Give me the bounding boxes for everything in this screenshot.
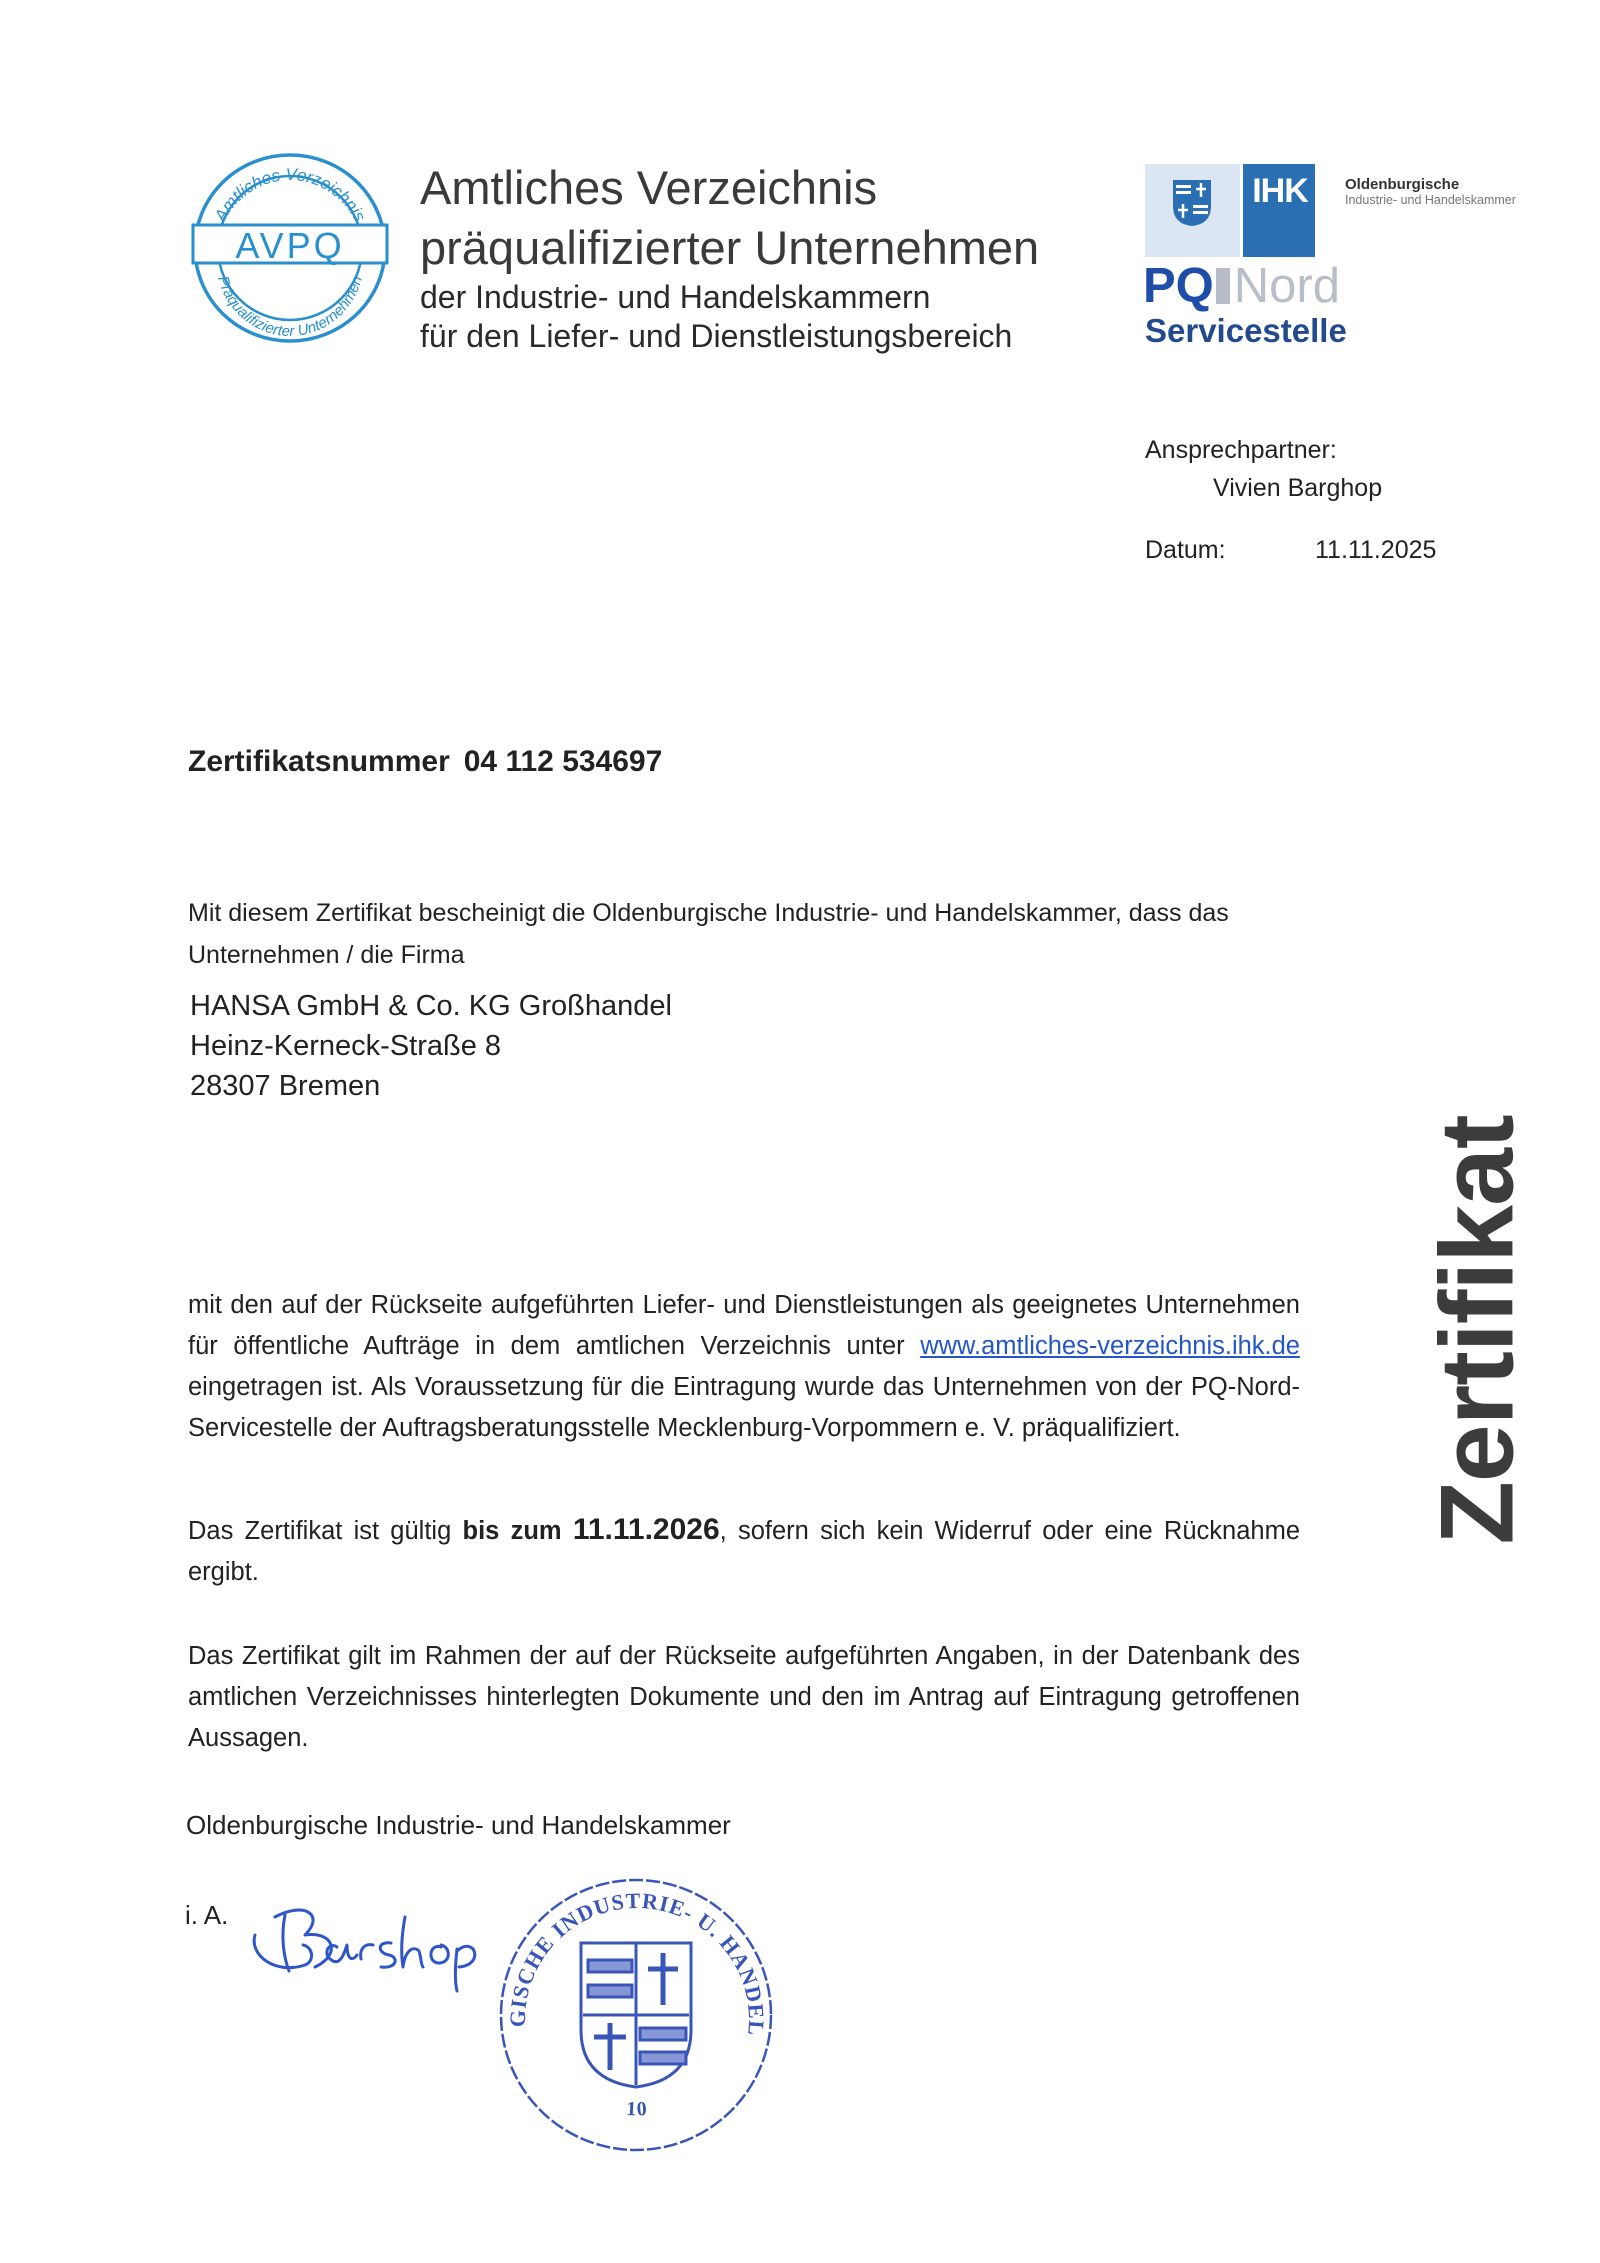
pq-nord-logo (1143, 258, 1340, 314)
avpq-seal-icon (190, 148, 390, 348)
on-behalf-label: i. A. (185, 1900, 229, 1930)
date-value: 11.11.2025 (1315, 536, 1437, 564)
company-street: Heinz-Kerneck-Straße 8 (190, 1030, 502, 1062)
avpq-bottom-arc-text: Präqualifizierter Unternehmen (214, 274, 366, 341)
avpq-center-text: AVPQ (235, 225, 345, 266)
issuer-name: Oldenburgische Industrie- und Handelskammer (186, 1810, 731, 1840)
header-title-line2: präqualifizierter Unternehmen (420, 221, 1040, 274)
svg-text:Präqualifizierter Unternehmen (214, 274, 366, 340)
validity-text-end: , sofern sich kein Widerruf oder eine Rücknahme ergibt. (188, 1517, 1301, 1586)
intro-text: Mit diesem Zertifikat bescheinigt die Oldenburgische Industrie- und Handelskammer, dass das Unternehmen / die Firma (188, 899, 1229, 969)
pq-nord-nord: Nord (1233, 259, 1341, 313)
certificate-number (188, 745, 662, 779)
paragraph-validity (188, 1509, 1300, 1593)
vertical-certificate-title-text: Zertifikat (1419, 1115, 1536, 1545)
ihk-org-line1: Oldenburgische (1345, 176, 1460, 193)
validity-bold-prefix: bis zum (462, 1517, 573, 1545)
vertical-certificate-title (1418, 1035, 1538, 1625)
ihk-organization-name (1345, 176, 1516, 208)
signature-icon (245, 1895, 485, 1995)
oldenburg-seal-icon (486, 1865, 786, 2165)
date-label: Datum: (1145, 536, 1226, 564)
validity-text-start: Das Zertifikat ist gültig (188, 1517, 463, 1545)
contact-name: Vivien Barghop (1213, 474, 1383, 502)
certificate-number-label: Zertifikatsnummer (188, 745, 450, 778)
pq-nord-divider (1216, 268, 1230, 304)
directory-link[interactable]: www.amtliches-verzeichnis.ihk.de (920, 1332, 1300, 1360)
seal-number: 10 (625, 2097, 649, 2121)
contact-label: Ansprechpartner: (1145, 436, 1337, 464)
paragraph-scope: Das Zertifikat gilt im Rahmen der auf der Rückseite aufgeführten Angaben, in der Datenbank des amtlichen Verzeichnisses hinterlegten Dokumente und den im Antrag auf Eintragung getroffenen Aussagen. (188, 1642, 1300, 1752)
header-title (420, 158, 1039, 356)
validity-deadline (462, 1513, 720, 1546)
avpq-logo (190, 148, 390, 348)
ihk-logo (1145, 164, 1315, 257)
paragraph-registration-end: eingetragen ist. Als Voraussetzung für die Eintragung wurde das Unternehmen von der PQ-Nord-Servicestelle der Auftragsberatungsstelle Mecklenburg-Vorpommern e. V. präqualifiziert. (188, 1373, 1300, 1442)
svg-text:10 (626, 2098, 649, 2121)
paragraph-registration-start: mit den auf der Rückseite aufgeführten Liefer- und Dienstleistungen als geeignetes Unternehmen für öffentliche Aufträge in dem amtlichen Verzeichnis unter (188, 1291, 1300, 1360)
ihk-org-line2: Industrie- und Handelskammer (1345, 193, 1516, 207)
header-title-line1: Amtliches Verzeichnis (420, 161, 878, 214)
company-city: 28307 Bremen (190, 1070, 381, 1102)
certificate-number-value: 04 112 534697 (463, 745, 663, 778)
header-title-line3: der Industrie- und Handelskammern (420, 279, 931, 315)
ihk-label: IHK (1252, 172, 1308, 210)
seal-coat-of-arms (581, 1943, 691, 2087)
svg-text:OLDENBURGISCHE INDUSTRIE- U. H: GISCHE INDUSTRIE- U. HANDEL (504, 1887, 770, 2037)
header-title-line4: für den Liefer- und Dienstleistungsbereich (420, 318, 1013, 354)
company-address (190, 986, 672, 1106)
coat-of-arms-icon (1171, 178, 1213, 228)
pq-nord-servicestelle: Servicestelle (1145, 312, 1347, 349)
official-seal (486, 1865, 786, 2165)
pq-nord-pq: PQ (1143, 259, 1214, 313)
validity-date: 11.11.2026 (572, 1513, 720, 1546)
company-name: HANSA GmbH & Co. KG Großhandel (190, 990, 672, 1022)
avpq-top-arc-text: Amtliches Verzeichnis (210, 164, 370, 225)
paragraph-registration (188, 1285, 1300, 1449)
handwritten-signature (245, 1895, 485, 1995)
